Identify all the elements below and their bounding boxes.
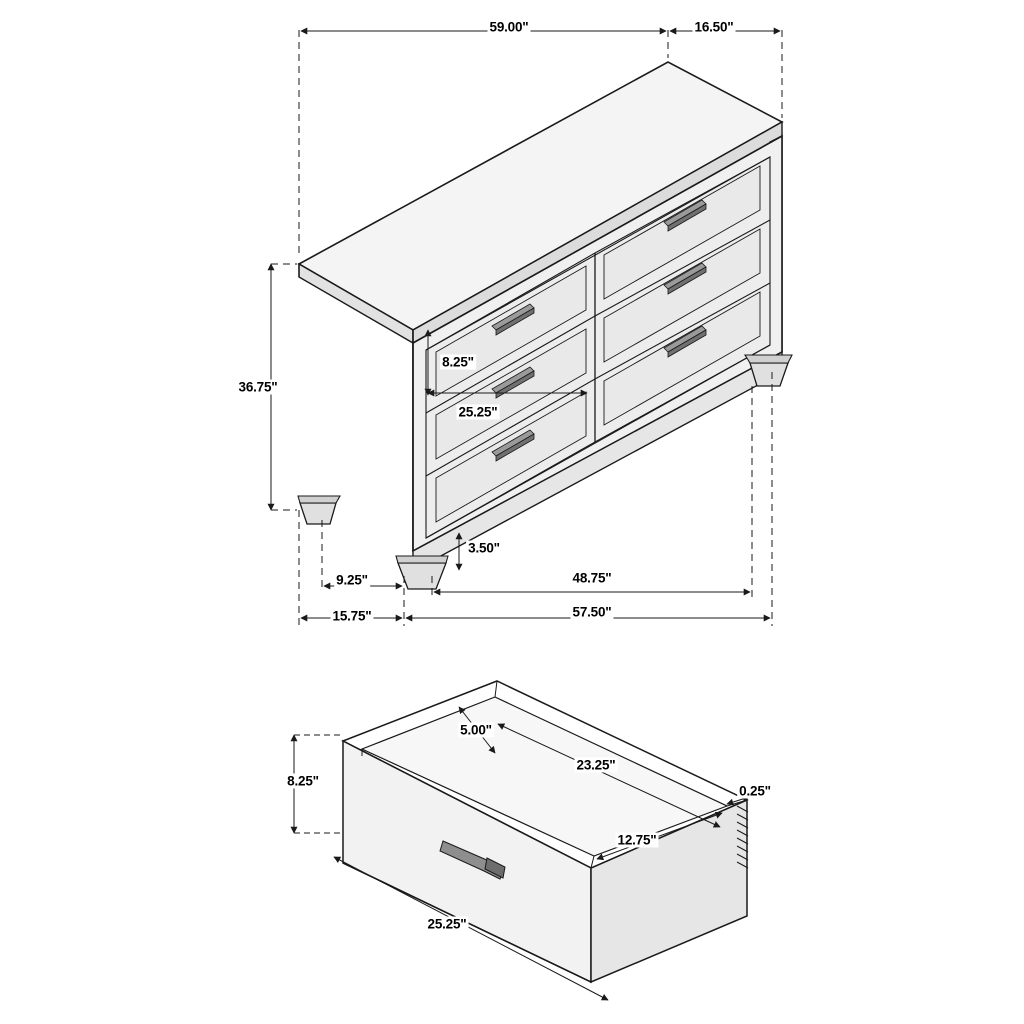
dresser-leg-front-left <box>398 563 446 589</box>
dresser-leg-front-left-top <box>396 556 448 563</box>
dim-drawer-height-inner: 8.25" <box>442 354 474 370</box>
dim-drawer-interior-side: 12.75" <box>617 832 657 848</box>
dim-overall-height: 36.75" <box>238 379 278 395</box>
dim-drawer-side-height: 8.25" <box>287 773 319 789</box>
dresser-leg-back-left-top <box>298 496 340 503</box>
dresser-view <box>298 62 792 589</box>
dim-base-width: 57.50" <box>572 604 612 620</box>
dim-drawer-interior-width: 23.25" <box>576 757 616 773</box>
dim-base-depth: 15.75" <box>332 608 372 624</box>
dim-overall-width-top: 59.00" <box>489 19 529 35</box>
drawer-detail-view <box>343 681 748 982</box>
dresser-leg-right <box>750 363 788 386</box>
dim-drawer-material-thickness: 0.25" <box>739 783 771 799</box>
dim-leg-depth: 9.25" <box>336 572 368 588</box>
dresser-leg-right-top <box>745 355 792 363</box>
dim-base-inner-width: 48.75" <box>572 570 612 586</box>
dim-leg-height: 3.50" <box>468 540 500 556</box>
dim-drawer-width-inner: 25.25" <box>458 404 498 420</box>
dim-depth-top: 16.50" <box>694 19 734 35</box>
dresser-leg-back-left <box>300 503 336 524</box>
dim-drawer-front-width: 25.25" <box>427 916 467 932</box>
dim-drawer-interior-depth: 5.00" <box>460 722 492 738</box>
